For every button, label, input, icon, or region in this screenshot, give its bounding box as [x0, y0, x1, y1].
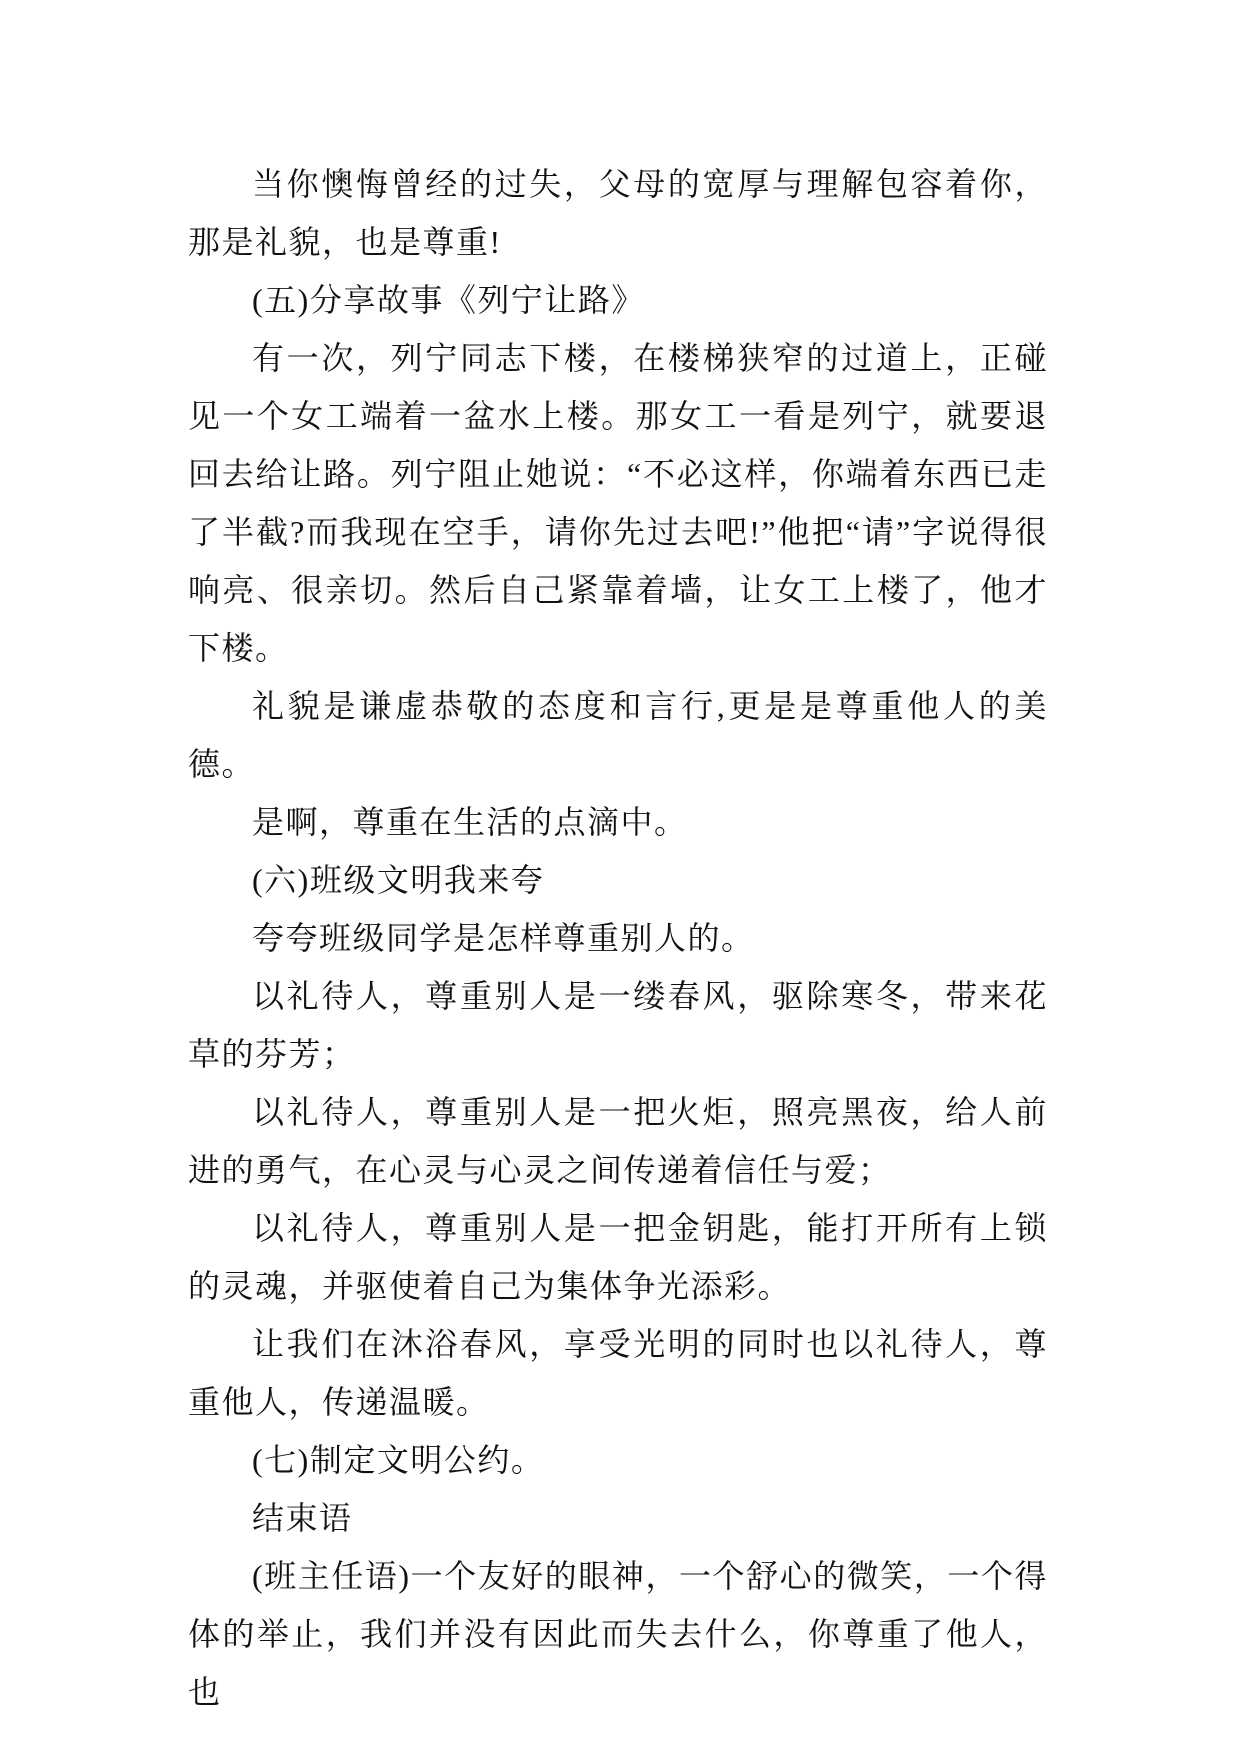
paragraph: 有一次，列宁同志下楼，在楼梯狭窄的过道上，正碰见一个女工端着一盆水上楼。那女工一看是列宁，就要退回去给让路。列宁阻止她说：“不必这样，你端着东西已走了半截?而我现在空手，请你先过去吧!”他把“请”字说得很响亮、很亲切。然后自己紧靠着墙，让女工上楼了，他才下楼。: [188, 340, 1048, 666]
paragraph-section-heading: (五)分享故事《列宁让路》: [252, 282, 645, 318]
paragraph: 夸夸班级同学是怎样尊重别人的。: [252, 920, 755, 956]
paragraph: 当你懊悔曾经的过失，父母的宽厚与理解包容着你，那是礼貌，也是尊重!: [188, 166, 1048, 260]
paragraph: 以礼待人，尊重别人是一把金钥匙，能打开所有上锁的灵魂，并驱使着自己为集体争光添彩。: [188, 1210, 1048, 1304]
paragraph: (班主任语)一个友好的眼神，一个舒心的微笑，一个得体的举止，我们并没有因此而失去什么，你尊重了他人，也: [188, 1558, 1048, 1710]
paragraph-closing-heading: 结束语: [252, 1500, 353, 1536]
paragraph: 以礼待人，尊重别人是一把火炬，照亮黑夜，给人前进的勇气，在心灵与心灵之间传递着信任与爱；: [188, 1094, 1048, 1188]
document-body: [188, 155, 1048, 1721]
paragraph-section-heading: (六)班级文明我来夸: [252, 862, 545, 898]
paragraph: 是啊，尊重在生活的点滴中。: [252, 804, 688, 840]
paragraph: 让我们在沐浴春风，享受光明的同时也以礼待人，尊重他人，传递温暖。: [188, 1326, 1048, 1420]
paragraph: 礼貌是谦虚恭敬的态度和言行,更是是尊重他人的美德。: [188, 688, 1048, 782]
paragraph: 以礼待人，尊重别人是一缕春风，驱除寒冬，带来花草的芬芳；: [188, 978, 1048, 1072]
paragraph-section-heading: (七)制定文明公约。: [252, 1442, 545, 1478]
